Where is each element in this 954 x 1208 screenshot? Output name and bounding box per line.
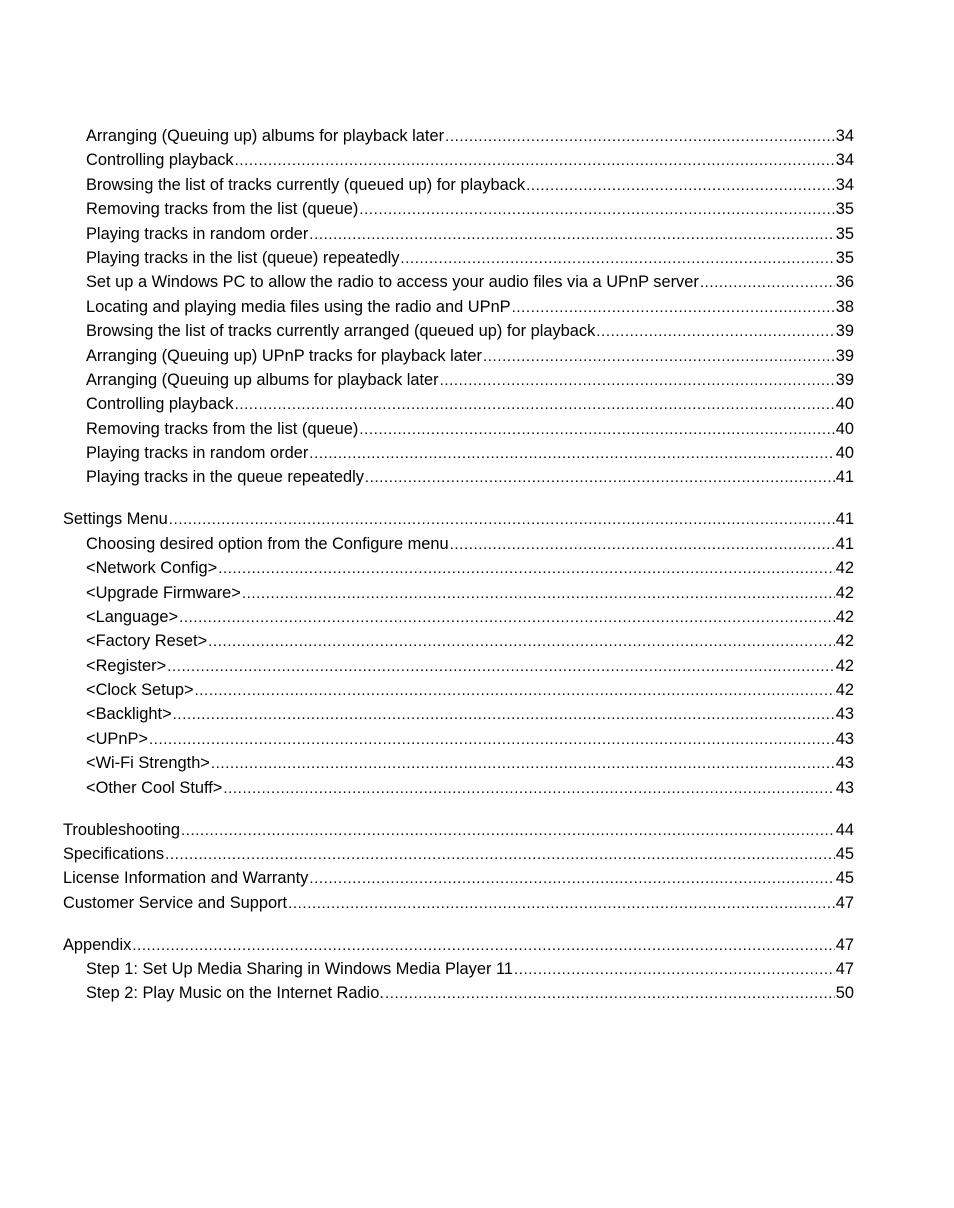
toc-dot-leader bbox=[359, 198, 834, 222]
toc-entry[interactable] bbox=[63, 891, 854, 915]
toc-page-number: 45 bbox=[835, 844, 854, 863]
toc-page-number: 41 bbox=[835, 510, 854, 529]
toc-page-number: 42 bbox=[835, 583, 854, 602]
toc-dot-leader bbox=[385, 982, 835, 1006]
toc-entry-title: Appendix bbox=[63, 935, 132, 954]
toc-dot-leader bbox=[309, 442, 834, 466]
toc-dot-leader bbox=[700, 271, 835, 295]
toc-page-number: 34 bbox=[835, 151, 854, 170]
toc-entry-title: Step 1: Set Up Media Sharing in Windows Media Player 11 bbox=[86, 960, 513, 978]
toc-entry-title: License Information and Warranty bbox=[63, 869, 309, 888]
toc-entry[interactable] bbox=[63, 507, 854, 531]
toc-entry-title: <Register> bbox=[86, 656, 167, 675]
toc-entry-title: Choosing desired option from the Configure menu bbox=[86, 534, 449, 553]
toc-entry[interactable] bbox=[86, 173, 854, 197]
toc-page-number: 42 bbox=[835, 632, 854, 651]
toc-page-number: 34 bbox=[835, 175, 854, 194]
toc-page-number: 47 bbox=[835, 893, 854, 912]
toc-dot-leader bbox=[211, 752, 835, 776]
toc-entry-title: Playing tracks in random order bbox=[86, 224, 309, 243]
toc-section bbox=[0, 933, 954, 1006]
toc-entry-title: Browsing the list of tracks currently (queued up) for playback bbox=[86, 175, 526, 194]
toc-entry-title: <UPnP> bbox=[86, 729, 148, 748]
toc-entry[interactable] bbox=[86, 295, 854, 319]
toc-entry[interactable] bbox=[86, 222, 854, 246]
toc-dot-leader bbox=[359, 418, 834, 442]
toc-section bbox=[0, 124, 954, 490]
toc-page-number: 43 bbox=[835, 729, 854, 748]
toc-dot-leader bbox=[132, 934, 834, 958]
toc-entry[interactable] bbox=[86, 532, 854, 556]
toc-page-number: 38 bbox=[835, 297, 854, 316]
toc-section bbox=[0, 818, 954, 916]
toc-dot-leader bbox=[235, 149, 835, 173]
toc-page-number: 43 bbox=[835, 754, 854, 773]
toc-entry-title: Browsing the list of tracks currently arranged (queued up) for playback bbox=[86, 322, 596, 341]
toc-dot-leader bbox=[181, 819, 835, 843]
toc-entry[interactable] bbox=[86, 441, 854, 465]
toc-entry-title: Locating and playing media files using the radio and UPnP bbox=[86, 297, 511, 316]
toc-entry[interactable] bbox=[86, 392, 854, 416]
toc-dot-leader bbox=[445, 125, 835, 149]
toc-page-number: 36 bbox=[835, 273, 854, 292]
toc-page-number: 35 bbox=[835, 200, 854, 219]
toc-entry[interactable] bbox=[86, 751, 854, 775]
toc-entry-title: Removing tracks from the list (queue) bbox=[86, 419, 359, 438]
toc-dot-leader bbox=[169, 508, 835, 532]
toc-entry-title: <Language> bbox=[86, 607, 179, 626]
toc-entry-title: Step 2: Play Music on the Internet Radio. bbox=[86, 984, 384, 1003]
toc-entry-title: Playing tracks in the list (queue) repeatedly bbox=[86, 248, 400, 267]
toc-page-number: 40 bbox=[835, 395, 854, 414]
toc-entry-title: <Clock Setup> bbox=[86, 681, 194, 700]
toc-dot-leader bbox=[309, 223, 834, 247]
toc-dot-leader bbox=[179, 606, 835, 630]
toc-entry-title: Controlling playback bbox=[86, 151, 234, 170]
toc-entry-title: Customer Service and Support bbox=[63, 893, 288, 912]
toc-dot-leader bbox=[165, 843, 835, 867]
toc-dot-leader bbox=[235, 393, 835, 417]
toc-entry-title: <Backlight> bbox=[86, 705, 172, 724]
toc-entry-title: <Factory Reset> bbox=[86, 632, 208, 651]
toc-entry[interactable] bbox=[86, 197, 854, 221]
toc-page-number: 39 bbox=[835, 346, 854, 365]
toc-entry[interactable] bbox=[63, 818, 854, 842]
toc-page-number: 45 bbox=[835, 869, 854, 888]
toc-entry-title: Specifications bbox=[63, 844, 165, 863]
toc-entry[interactable] bbox=[86, 368, 854, 392]
toc-entry-title: Playing tracks in random order bbox=[86, 444, 309, 463]
toc-entry[interactable] bbox=[86, 654, 854, 678]
toc-entry-title: <Other Cool Stuff> bbox=[86, 778, 223, 797]
toc-entry-title: Set up a Windows PC to allow the radio to access your audio files via a UPnP server bbox=[86, 273, 699, 292]
toc-page-number: 34 bbox=[835, 127, 854, 145]
toc-entry[interactable] bbox=[86, 124, 854, 148]
toc-page-number: 44 bbox=[835, 820, 854, 839]
toc-dot-leader bbox=[400, 247, 834, 271]
toc-page-number: 43 bbox=[835, 778, 854, 797]
toc-dot-leader bbox=[440, 369, 835, 393]
toc-dot-leader bbox=[167, 655, 835, 679]
toc-section bbox=[0, 507, 954, 800]
toc-dot-leader bbox=[526, 174, 835, 198]
toc-entry-title: Arranging (Queuing up) albums for playback later bbox=[86, 127, 445, 145]
toc-entry[interactable] bbox=[63, 933, 854, 957]
toc-entry[interactable] bbox=[86, 605, 854, 629]
toc-page-number: 41 bbox=[835, 468, 854, 487]
toc-entry[interactable] bbox=[86, 319, 854, 343]
toc-dot-leader bbox=[218, 557, 835, 581]
toc-entry[interactable] bbox=[86, 727, 854, 751]
toc-dot-leader bbox=[365, 466, 835, 490]
toc-page-number: 47 bbox=[835, 960, 854, 978]
toc-entry-title: Settings Menu bbox=[63, 510, 168, 529]
toc-entry-title: <Wi-Fi Strength> bbox=[86, 754, 210, 773]
toc-entry[interactable] bbox=[86, 629, 854, 653]
toc-dot-leader bbox=[242, 582, 835, 606]
toc-dot-leader bbox=[483, 345, 835, 369]
toc-dot-leader bbox=[223, 777, 834, 801]
toc-page-number: 39 bbox=[835, 370, 854, 389]
toc-dot-leader bbox=[450, 533, 835, 557]
toc-entry[interactable] bbox=[86, 465, 854, 489]
toc-entry-title: <Network Config> bbox=[86, 559, 218, 578]
toc-entry[interactable] bbox=[86, 246, 854, 270]
toc-entry-title: <Upgrade Firmware> bbox=[86, 583, 241, 602]
toc-entry[interactable] bbox=[86, 776, 854, 800]
toc-page-number: 40 bbox=[835, 419, 854, 438]
toc-page-number: 41 bbox=[835, 534, 854, 553]
toc-entry[interactable] bbox=[63, 866, 854, 890]
toc-entry[interactable] bbox=[86, 148, 854, 172]
toc-entry[interactable] bbox=[86, 981, 854, 1005]
toc-page-number: 35 bbox=[835, 224, 854, 243]
toc-entry[interactable] bbox=[86, 270, 854, 294]
toc-dot-leader bbox=[309, 867, 834, 891]
toc-entry-title: Arranging (Queuing up albums for playback later bbox=[86, 370, 439, 389]
toc-dot-leader bbox=[514, 958, 835, 982]
toc-page-number: 42 bbox=[835, 656, 854, 675]
toc-page-number: 50 bbox=[835, 984, 854, 1003]
toc-entry-title: Arranging (Queuing up) UPnP tracks for playback later bbox=[86, 346, 483, 365]
toc-dot-leader bbox=[512, 296, 835, 320]
toc-entry[interactable] bbox=[86, 581, 854, 605]
toc-page-number: 47 bbox=[835, 935, 854, 954]
toc-entry-title: Controlling playback bbox=[86, 395, 234, 414]
toc-entry[interactable] bbox=[86, 702, 854, 726]
toc-entry-title: Playing tracks in the queue repeatedly bbox=[86, 468, 364, 487]
toc-entry[interactable] bbox=[86, 417, 854, 441]
toc-dot-leader bbox=[173, 703, 835, 727]
toc-dot-leader bbox=[288, 892, 835, 916]
toc-dot-leader bbox=[208, 630, 835, 654]
toc-page-number: 39 bbox=[835, 322, 854, 341]
toc-page-number: 42 bbox=[835, 607, 854, 626]
toc-entry[interactable] bbox=[86, 344, 854, 368]
toc-page-number: 42 bbox=[835, 681, 854, 700]
toc-dot-leader bbox=[149, 728, 835, 752]
toc-dot-leader bbox=[195, 679, 835, 703]
toc-entry[interactable] bbox=[86, 957, 854, 981]
toc-page-number: 43 bbox=[835, 705, 854, 724]
toc-entry[interactable] bbox=[63, 842, 854, 866]
toc-page-number: 42 bbox=[835, 559, 854, 578]
toc-entry[interactable] bbox=[86, 678, 854, 702]
toc-dot-leader bbox=[596, 320, 834, 344]
toc-entry-title: Removing tracks from the list (queue) bbox=[86, 200, 359, 219]
toc-page-number: 40 bbox=[835, 444, 854, 463]
table-of-contents bbox=[0, 124, 954, 1006]
toc-entry[interactable] bbox=[86, 556, 854, 580]
toc-entry-title: Troubleshooting bbox=[63, 820, 180, 839]
toc-page-number: 35 bbox=[835, 248, 854, 267]
